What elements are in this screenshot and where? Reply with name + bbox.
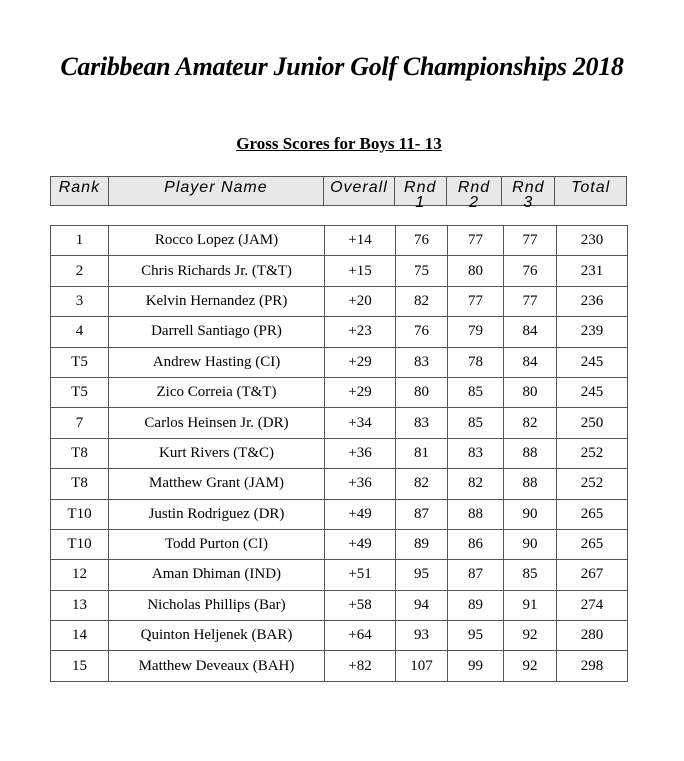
overall-cell: +82: [325, 651, 396, 681]
round-2-cell: 78: [448, 347, 504, 377]
table-row: [51, 651, 628, 681]
total-cell: 236: [557, 286, 628, 316]
table-subtitle: Gross Scores for Boys 11- 13: [236, 134, 442, 153]
rank-cell: 12: [51, 560, 109, 590]
round-3-cell: 76: [504, 256, 557, 286]
total-cell: 280: [557, 621, 628, 651]
rank-cell: 2: [51, 256, 109, 286]
total-cell: 267: [557, 560, 628, 590]
round-2-cell: 99: [448, 651, 504, 681]
overall-cell: +36: [325, 438, 396, 468]
round-2-cell: 83: [448, 438, 504, 468]
overall-cell: +64: [325, 621, 396, 651]
round-2-cell: 87: [448, 560, 504, 590]
round-1-cell: 76: [396, 226, 448, 256]
total-cell: 231: [557, 256, 628, 286]
total-cell: 252: [557, 469, 628, 499]
total-cell: 298: [557, 651, 628, 681]
rank-cell: T10: [51, 499, 109, 529]
overall-cell: +36: [325, 469, 396, 499]
round-3-cell: 84: [504, 347, 557, 377]
round-2-cell: 89: [448, 590, 504, 620]
player-name-cell: Nicholas Phillips (Bar): [109, 590, 325, 620]
round-3-cell: 77: [504, 226, 557, 256]
round-2-cell: 79: [448, 317, 504, 347]
header-rnd-2: [447, 177, 503, 211]
round-1-cell: 83: [396, 347, 448, 377]
table-row: [51, 286, 628, 316]
header-overall: Overall: [324, 177, 395, 205]
total-cell: 245: [557, 377, 628, 407]
overall-cell: +34: [325, 408, 396, 438]
total-cell: 245: [557, 347, 628, 377]
table-row: [51, 317, 628, 347]
header-player-name: Player Name: [109, 177, 324, 205]
total-cell: 239: [557, 317, 628, 347]
round-1-cell: 75: [396, 256, 448, 286]
round-1-cell: 95: [396, 560, 448, 590]
round-1-cell: 81: [396, 438, 448, 468]
player-name-cell: Justin Rodriguez (DR): [109, 499, 325, 529]
table-row: [51, 469, 628, 499]
total-cell: 252: [557, 438, 628, 468]
round-1-cell: 93: [396, 621, 448, 651]
overall-cell: +14: [325, 226, 396, 256]
round-3-cell: 90: [504, 499, 557, 529]
round-2-cell: 85: [448, 377, 504, 407]
player-name-cell: Kurt Rivers (T&C): [109, 438, 325, 468]
player-name-cell: Todd Purton (CI): [109, 529, 325, 559]
overall-cell: +58: [325, 590, 396, 620]
rank-cell: 4: [51, 317, 109, 347]
player-name-cell: Zico Correia (T&T): [109, 377, 325, 407]
round-2-cell: 86: [448, 529, 504, 559]
player-name-cell: Rocco Lopez (JAM): [109, 226, 325, 256]
round-1-cell: 80: [396, 377, 448, 407]
table-row: [51, 438, 628, 468]
rank-cell: 13: [51, 590, 109, 620]
total-cell: 274: [557, 590, 628, 620]
round-3-cell: 92: [504, 651, 557, 681]
overall-cell: +49: [325, 499, 396, 529]
rank-cell: T10: [51, 529, 109, 559]
round-3-cell: 92: [504, 621, 557, 651]
round-1-cell: 94: [396, 590, 448, 620]
rank-cell: 14: [51, 621, 109, 651]
player-name-cell: Chris Richards Jr. (T&T): [109, 256, 325, 286]
header-rnd-3-top: Rnd: [512, 179, 545, 196]
rank-cell: T5: [51, 377, 109, 407]
round-3-cell: 82: [504, 408, 557, 438]
round-1-cell: 107: [396, 651, 448, 681]
player-name-cell: Carlos Heinsen Jr. (DR): [109, 408, 325, 438]
player-name-cell: Matthew Grant (JAM): [109, 469, 325, 499]
round-3-cell: 77: [504, 286, 557, 316]
total-cell: 265: [557, 499, 628, 529]
header-total: Total: [571, 179, 611, 196]
round-3-cell: 88: [504, 438, 557, 468]
table-row: [51, 377, 628, 407]
rank-cell: 1: [51, 226, 109, 256]
round-3-cell: 80: [504, 377, 557, 407]
table-row: [51, 226, 628, 256]
round-1-cell: 76: [396, 317, 448, 347]
round-1-cell: 83: [396, 408, 448, 438]
table-row: [51, 621, 628, 651]
round-2-cell: 95: [448, 621, 504, 651]
header-rnd-1-bottom: 1: [415, 194, 426, 211]
rank-cell: 3: [51, 286, 109, 316]
overall-cell: +20: [325, 286, 396, 316]
overall-cell: +29: [325, 377, 396, 407]
player-name-cell: Darrell Santiago (PR): [109, 317, 325, 347]
table-header: [50, 176, 627, 211]
player-name-cell: Quinton Heljenek (BAR): [109, 621, 325, 651]
scores-table-body: [51, 226, 628, 682]
player-name-cell: Matthew Deveaux (BAH): [109, 651, 325, 681]
total-cell: 230: [557, 226, 628, 256]
total-cell: 265: [557, 529, 628, 559]
header-rnd-2-top: Rnd: [457, 179, 491, 196]
header-rnd-1: [395, 177, 447, 211]
overall-cell: +51: [325, 560, 396, 590]
overall-cell: +29: [325, 347, 396, 377]
round-2-cell: 85: [448, 408, 504, 438]
round-3-cell: 85: [504, 560, 557, 590]
player-name-cell: Andrew Hasting (CI): [109, 347, 325, 377]
round-2-cell: 77: [448, 286, 504, 316]
table-row: [51, 256, 628, 286]
scores-table: [50, 225, 628, 682]
rank-cell: 7: [51, 408, 109, 438]
round-2-cell: 82: [448, 469, 504, 499]
table-row: [51, 408, 628, 438]
header-rnd-3: [502, 177, 555, 211]
overall-cell: +49: [325, 529, 396, 559]
round-3-cell: 91: [504, 590, 557, 620]
player-name-cell: Aman Dhiman (IND): [109, 560, 325, 590]
header-rnd-2-bottom: 2: [469, 194, 479, 211]
header-rank: Rank: [51, 177, 109, 205]
total-cell: 250: [557, 408, 628, 438]
table-row: [51, 347, 628, 377]
header-rnd-3-bottom: 3: [523, 194, 534, 211]
document-title: Caribbean Amateur Junior Golf Championships 2018: [60, 52, 624, 81]
overall-cell: +23: [325, 317, 396, 347]
table-row: [51, 590, 628, 620]
overall-cell: +15: [325, 256, 396, 286]
round-2-cell: 80: [448, 256, 504, 286]
round-1-cell: 82: [396, 469, 448, 499]
round-1-cell: 87: [396, 499, 448, 529]
round-1-cell: 89: [396, 529, 448, 559]
round-3-cell: 88: [504, 469, 557, 499]
rank-cell: T8: [51, 469, 109, 499]
table-row: [51, 499, 628, 529]
rank-cell: 15: [51, 651, 109, 681]
round-3-cell: 84: [504, 317, 557, 347]
table-row: [51, 529, 628, 559]
rank-cell: T5: [51, 347, 109, 377]
round-2-cell: 77: [448, 226, 504, 256]
header-rnd-1-top: Rnd: [404, 179, 437, 196]
round-1-cell: 82: [396, 286, 448, 316]
rank-cell: T8: [51, 438, 109, 468]
round-3-cell: 90: [504, 529, 557, 559]
player-name-cell: Kelvin Hernandez (PR): [109, 286, 325, 316]
round-2-cell: 88: [448, 499, 504, 529]
table-row: [51, 560, 628, 590]
